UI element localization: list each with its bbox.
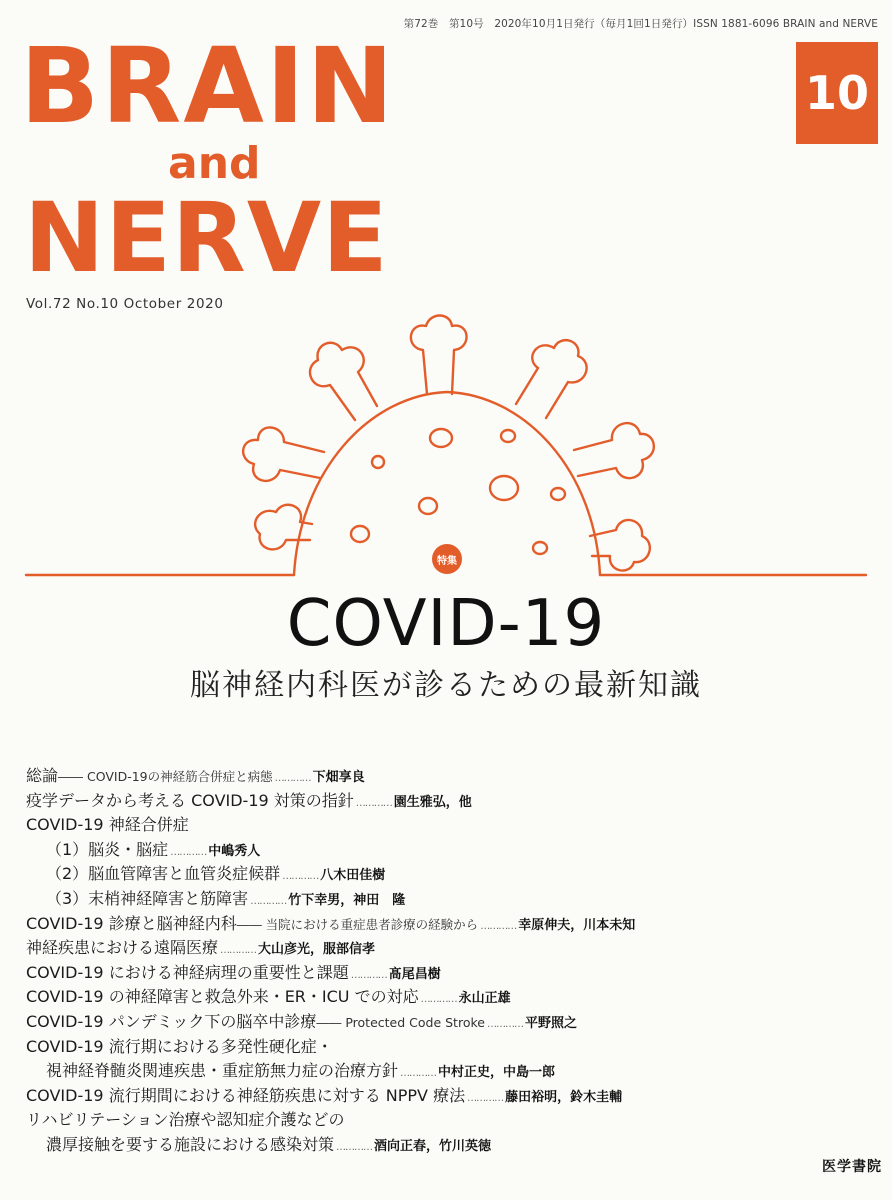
toc-leader-dots: …………: [282, 871, 319, 883]
toc-entry: [26, 813, 866, 838]
toc-author: 中村正史，中島一郎: [438, 1065, 556, 1081]
toc-title: （3）末梢神経障害と筋障害: [46, 888, 249, 908]
toc-title: 神経疾患における遠隔医療: [26, 938, 219, 958]
toc-entry: [26, 1084, 866, 1109]
toc-author: 幸原伸夫，川本未知: [518, 917, 636, 933]
toc-author: 永山正雄: [458, 991, 511, 1007]
toc-entry: [26, 1010, 866, 1035]
masthead-brain: BRAIN: [20, 25, 396, 147]
feature-badge: 特集: [432, 544, 462, 574]
volume-line: Vol.72 No.10 October 2020: [26, 296, 224, 312]
toc-leader-dots: …………: [480, 920, 517, 932]
toc-author: 酒向正春，竹川英徳: [374, 1138, 492, 1154]
masthead-nerve: NERVE: [24, 182, 389, 294]
table-of-contents: [26, 764, 866, 1158]
toc-title: COVID-19 パンデミック下の脳卒中診療: [26, 1011, 317, 1031]
issue-metadata: 第72巻 第10号 2020年10月1日発行（毎月1回1日発行）ISSN 1881-6096 BRAIN and NERVE: [403, 18, 878, 30]
toc-author: 下畑享良: [312, 770, 365, 785]
toc-leader-dots: …………: [274, 773, 311, 784]
toc-leader-dots: …………: [400, 1068, 437, 1080]
toc-entry: [26, 1133, 866, 1158]
toc-entry: [26, 764, 866, 789]
publisher-logo: 医学書院: [822, 1159, 882, 1175]
toc-leader-dots: …………: [250, 895, 287, 907]
toc-title: COVID-19 診療と脳神経内科: [26, 913, 237, 933]
toc-author: 髙尾昌樹: [388, 966, 441, 982]
feature-subtitle: 脳神経内科医が診るための最新知識: [190, 668, 702, 703]
toc-entry: [26, 1108, 866, 1133]
toc-leader-dots: …………: [170, 846, 207, 858]
toc-author: 大山彦光，服部信孝: [258, 942, 376, 958]
toc-author: 平野照之: [524, 1015, 577, 1031]
toc-entry: [26, 1059, 866, 1084]
toc-title: COVID-19 神経合併症: [26, 815, 189, 835]
toc-entry: [26, 936, 866, 961]
toc-entry: [26, 985, 866, 1010]
toc-entry: [26, 789, 866, 814]
toc-author: 中嶋秀人: [208, 843, 261, 859]
toc-title: COVID-19 流行期における多発性硬化症・: [26, 1036, 333, 1056]
toc-title: 総論: [26, 766, 59, 785]
toc-entry: [26, 862, 866, 887]
issue-number-badge: 10: [796, 42, 878, 144]
toc-entry: [26, 1035, 866, 1060]
toc-title: 疫学データから考える COVID-19 対策の指針: [26, 790, 354, 810]
toc-title: COVID-19 の神経障害と救急外来・ER・ICU での対応: [26, 987, 419, 1007]
toc-leader-dots: …………: [486, 1018, 523, 1030]
masthead-and: and: [168, 138, 261, 189]
toc-entry: [26, 838, 866, 863]
toc-title: 濃厚接触を要する施設における感染対策: [46, 1134, 335, 1154]
toc-title: （1）脳炎・脳症: [46, 839, 169, 859]
toc-entry: [26, 961, 866, 986]
toc-leader-dots: …………: [350, 969, 387, 981]
toc-title: COVID-19 における神経病理の重要性と課題: [26, 962, 349, 982]
toc-title: （2）脳血管障害と血管炎症候群: [46, 864, 281, 884]
toc-author: 藤田裕明，鈴木圭輔: [505, 1089, 623, 1105]
toc-leader-dots: …………: [355, 797, 392, 809]
toc-leader-dots: …………: [420, 994, 457, 1006]
toc-leader-dots: …………: [467, 1092, 504, 1104]
toc-author: 八木田佳樹: [320, 868, 386, 884]
toc-author: 竹下幸男，神田 隆: [288, 892, 406, 908]
toc-title: 視神経脊髄炎関連疾患・重症筋無力症の治療方針: [46, 1061, 399, 1081]
toc-leader-dots: …………: [220, 945, 257, 957]
toc-subtitle: ―― Protected Code Stroke: [316, 1014, 485, 1030]
toc-entry: [26, 887, 866, 912]
feature-title: COVID-19: [286, 587, 606, 661]
toc-subtitle: ―― 当院における重症患者診療の経験から: [236, 916, 479, 932]
toc-entry: [26, 912, 866, 937]
toc-title: リハビリテーション治療や認知症介護などの: [26, 1110, 345, 1130]
toc-author: 園生雅弘，他: [393, 794, 472, 810]
toc-subtitle: ―― COVID-19の神経筋合併症と病態: [58, 769, 273, 784]
toc-leader-dots: …………: [336, 1141, 373, 1153]
toc-title: COVID-19 流行期間における神経筋疾患に対する NPPV 療法: [26, 1085, 466, 1105]
